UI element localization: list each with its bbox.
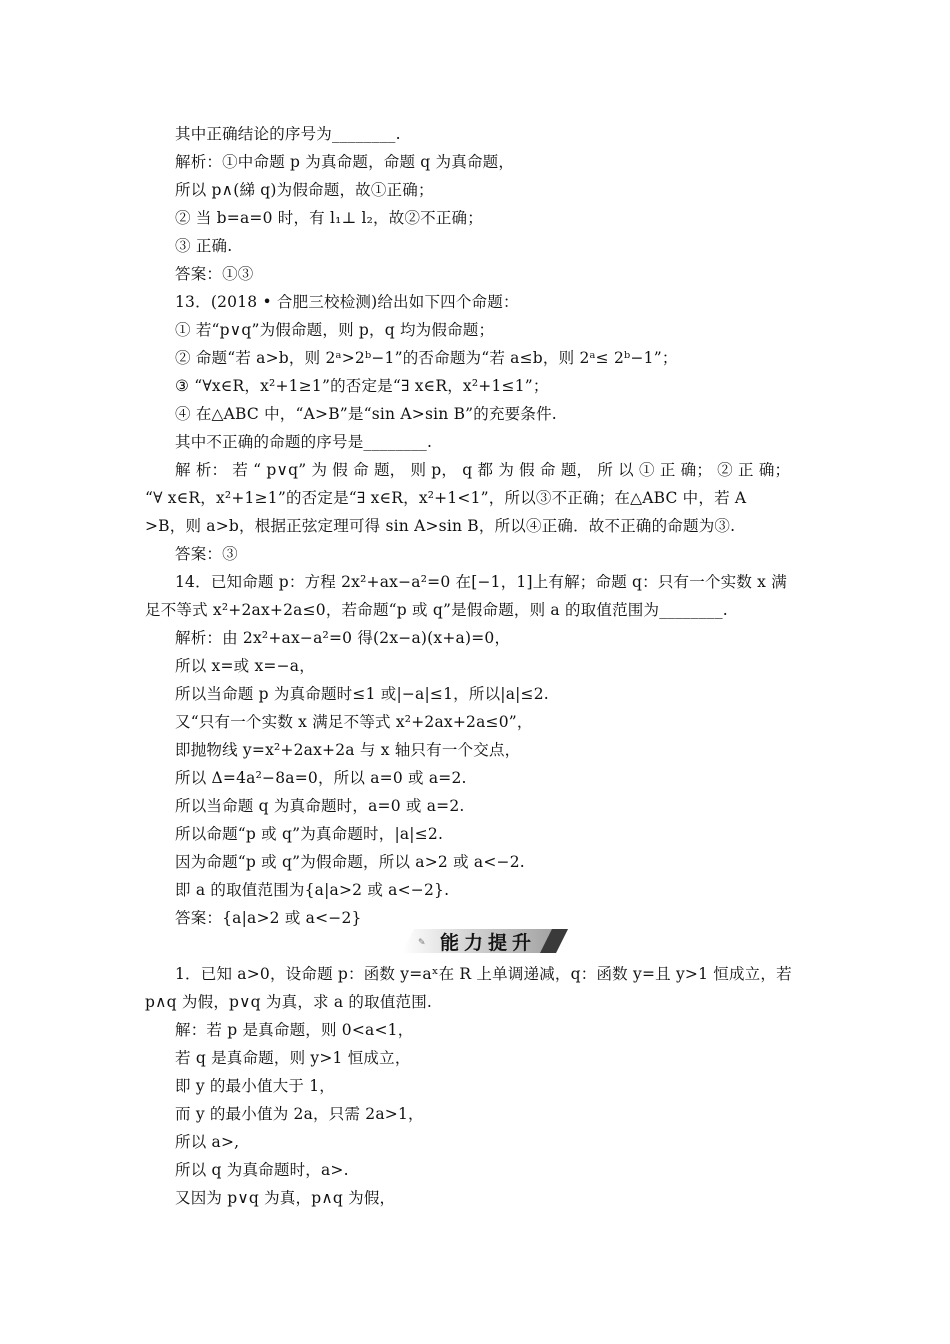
text-line: 解析：①中命题 p 为真命题，命题 q 为真命题， [175,153,515,171]
text-line: 足不等式 x²+2ax+2a≤0，若命题“p 或 q”是假命题，则 a 的取值范围为________. [145,601,728,619]
text-line: 所以当命题 q 为真命题时，a=0 或 a=2. [175,797,465,815]
text-line: 解：若 p 是真命题，则 0<a<1， [175,1021,414,1039]
text-line: 解析：由 2x²+ax−a²=0 得(2x−a)(x+a)=0， [175,629,511,647]
text-line: ② 命题“若 a>b，则 2ᵃ>2ᵇ−1”的否命题为“若 a≤b，则 2ᵃ≤ 2ᵇ−1”； [175,349,678,367]
text-line: 又因为 p∨q 为真，p∧q 为假， [175,1189,396,1207]
text-line: 若 q 是真命题，则 y>1 恒成立， [175,1049,411,1067]
text-line: 所以 q 为真命题时，a>. [175,1161,349,1179]
text-line: 所以 a>, [175,1133,240,1151]
text-line: 又“只有一个实数 x 满足不等式 x²+2ax+2a≤0”， [175,713,533,731]
text-line: ④ 在△ABC 中，“A>B”是“sin A>sin B”的充要条件. [175,405,557,423]
text-line: ① 若“p∨q”为假命题，则 p，q 均为假命题； [175,321,495,339]
svg-text:✎: ✎ [418,938,426,948]
text-line: p∧q 为假，p∨q 为真，求 a 的取值范围. [145,993,433,1011]
text-line: 所以 Δ=4a²−8a=0，所以 a=0 或 a=2. [175,769,467,787]
text-line: 所以 x=或 x=−a， [175,657,315,675]
answer-line: 答案：③ [175,545,238,563]
text-line: “∀ x∈R，x²+1≥1”的否定是“∃ x∈R，x²+1<1”，所以③不正确；在△ABC 中，若 A [145,489,747,507]
section-banner [400,926,568,956]
question-heading: 14．已知命题 p：方程 2x²+ax−a²=0 在[−1，1]上有解；命题 q：只有一个实数 x 满 [175,573,787,591]
text-line: 所以命题“p 或 q”为真命题时，|a|≤2. [175,825,444,843]
text-line: 所以当命题 p 为真命题时≤1 或|−a|≤1，所以|a|≤2. [175,685,549,703]
text-line: 即 a 的取值范围为{a|a>2 或 a<−2}. [175,881,450,899]
question-heading: 1．已知 a>0，设命题 p：函数 y=aˣ在 R 上单调递减，q：函数 y=且 y>1 恒成立，若 [175,965,792,983]
section-title: 能力提升 [440,932,537,954]
text-line: ③ 正确. [175,237,233,255]
text-line: 所以 p∧(綈 q)为假命题，故①正确； [175,181,434,199]
text-line: 而 y 的最小值为 2a，只需 2a>1， [175,1105,424,1123]
text-line: 即 y 的最小值大于 1， [175,1077,335,1095]
text-line: ③ “∀x∈R，x²+1≥1”的否定是“∃ x∈R，x²+1≤1”； [175,377,549,395]
text-line: 即抛物线 y=x²+2ax+2a 与 x 轴只有一个交点， [175,741,521,759]
text-line: 因为命题“p 或 q”为假命题，所以 a>2 或 a<−2. [175,853,525,871]
text-line: ② 当 b=a=0 时，有 l₁⊥ l₂，故②不正确； [175,209,483,227]
text-line: 解 析： 若 “ p∨q” 为 假 命 题， 则 p， q 都 为 假 命 题， 所 以 ① 正 确； ② 正 确； [175,461,791,479]
question-heading: 13．(2018 • 合肥三校检测)给出如下四个命题： [175,293,519,311]
answer-line: 答案：①③ [175,265,254,283]
text-line: >B，则 a>b，根据正弦定理可得 sin A>sin B，所以④正确．故不正确的命题为③. [145,517,736,535]
text-line: 其中正确结论的序号为________. [175,125,401,143]
answer-line: 答案：{a|a>2 或 a<−2} [175,909,362,927]
text-line: 其中不正确的命题的序号是________. [175,433,433,451]
